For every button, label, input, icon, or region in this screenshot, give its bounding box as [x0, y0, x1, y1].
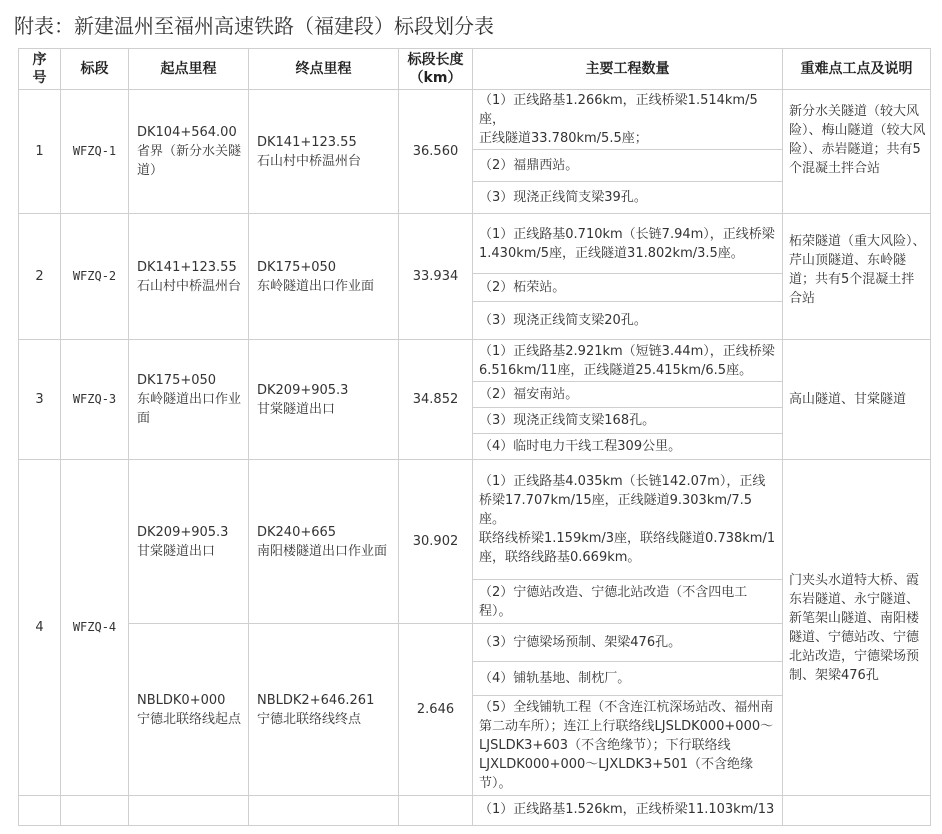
length-cell: 34.852 [399, 340, 473, 460]
seq-cell: 3 [19, 340, 61, 460]
works-item: （1）正线路基4.035km（长链142.07m），正线桥梁17.707km/15座，正线隧道9.303km/7.5座。 联络线桥梁1.159km/3座，联络线隧道0.738km/1 座，联络线路基0.669km。 [473, 460, 783, 580]
works-item: （1）正线路基1.266km，正线桥梁1.514km/5座， 正线隧道33.780km/5.5座； [473, 90, 783, 150]
header-row [19, 49, 931, 90]
table-title: 附表：新建温州至福州高速铁路（福建段）标段划分表 [14, 14, 494, 38]
works-item: （2）福安南站。 [473, 382, 783, 408]
header-start: 起点里程 [129, 49, 249, 90]
section-table [18, 48, 931, 826]
header-end: 终点里程 [249, 49, 399, 90]
works-item: （5）全线铺轨工程（不含连江杭深场站改、福州南第二动车所）；连江上行联络线LJSLDK000+000～LJSLDK3+603（不含绝缘节）；下行联络线LJXLDK000+000～LJXLDK3+501（不含绝缘节）。 [473, 696, 783, 796]
keypoints-cell: 新分水关隧道（较大风险）、梅山隧道（较大风险）、赤岩隧道；共有5个混凝土拌合站 [783, 90, 931, 214]
section-cell: WFZQ-2 [61, 214, 129, 340]
works-item: （2）柘荣站。 [473, 274, 783, 302]
header-keypoints: 重难点工点及说明 [783, 49, 931, 90]
works-item-partial: （1）正线路基1.526km，正线桥梁11.103km/13 [473, 796, 783, 826]
header-seq: 序号 [19, 49, 61, 90]
length-cell: 33.934 [399, 214, 473, 340]
works-item: （2）宁德站改造、宁德北站改造（不含四电工程）。 [473, 580, 783, 624]
table-row [19, 796, 931, 826]
header-length: 标段长度（km） [399, 49, 473, 90]
table-row [19, 460, 931, 580]
works-item: （3）现浇正线简支梁39孔。 [473, 182, 783, 214]
works-item: （3）现浇正线简支梁20孔。 [473, 302, 783, 340]
start-cell: DK209+905.3 甘棠隧道出口 [129, 460, 249, 624]
end-cell-2: NBLDK2+646.261 宁德北联络线终点 [249, 624, 399, 796]
works-item: （4）铺轨基地、制枕厂。 [473, 662, 783, 696]
keypoints-cell: 柘荣隧道（重大风险）、芹山顶隧道、东岭隧道；共有5个混凝土拌合站 [783, 214, 931, 340]
section-cell: WFZQ-3 [61, 340, 129, 460]
seq-cell: 4 [19, 460, 61, 796]
works-item: （1）正线路基2.921km（短链3.44m），正线桥梁6.516km/11座，正线隧道25.415km/6.5座。 [473, 340, 783, 382]
length-cell: 30.902 [399, 460, 473, 624]
start-cell: DK141+123.55 石山村中桥温州台 [129, 214, 249, 340]
length-cell-2: 2.646 [399, 624, 473, 796]
works-item: （3）现浇正线简支梁168孔。 [473, 408, 783, 434]
header-section: 标段 [61, 49, 129, 90]
keypoints-cell: 门夹头水道特大桥、霞东岩隧道、永宁隧道、新笔架山隧道、南阳楼隧道、宁德站改、宁德北站改造，宁德梁场预制、架梁476孔 [783, 460, 931, 796]
end-cell: DK175+050 东岭隧道出口作业面 [249, 214, 399, 340]
seq-cell: 2 [19, 214, 61, 340]
header-works: 主要工程数量 [473, 49, 783, 90]
works-item: （1）正线路基0.710km（长链7.94m），正线桥梁 1.430km/5座，正线隧道31.802km/3.5座。 [473, 214, 783, 274]
end-cell: DK209+905.3 甘棠隧道出口 [249, 340, 399, 460]
section-cell: WFZQ-4 [61, 460, 129, 796]
keypoints-cell: 高山隧道、甘棠隧道 [783, 340, 931, 460]
section-cell: WFZQ-1 [61, 90, 129, 214]
table-row [19, 214, 931, 274]
start-cell: DK104+564.00省界（新分水关隧道） [129, 90, 249, 214]
start-cell: DK175+050 东岭隧道出口作业面 [129, 340, 249, 460]
table-row [19, 90, 931, 150]
works-item: （2）福鼎西站。 [473, 150, 783, 182]
table-row [19, 340, 931, 382]
end-cell: DK240+665 南阳楼隧道出口作业面 [249, 460, 399, 624]
length-cell: 36.560 [399, 90, 473, 214]
start-cell-2: NBLDK0+000 宁德北联络线起点 [129, 624, 249, 796]
works-item: （3）宁德梁场预制、架梁476孔。 [473, 624, 783, 662]
seq-cell: 1 [19, 90, 61, 214]
works-item: （4）临时电力干线工程309公里。 [473, 434, 783, 460]
end-cell: DK141+123.55 石山村中桥温州台 [249, 90, 399, 214]
